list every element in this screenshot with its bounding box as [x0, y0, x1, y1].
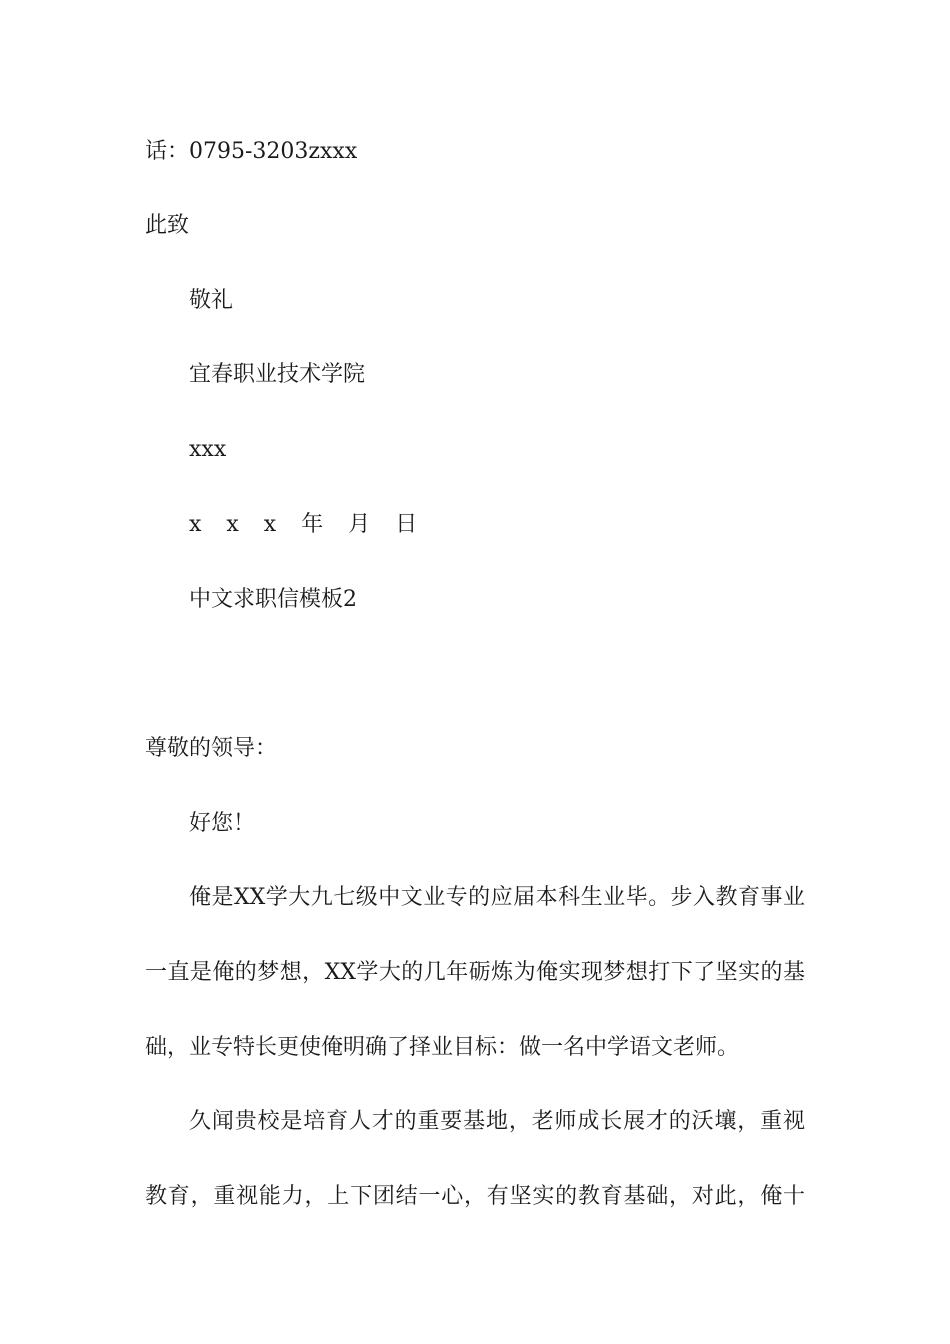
- closing-line: 此致: [145, 213, 190, 238]
- hello-line: 好您！: [189, 811, 256, 836]
- template-title: 中文求职信模板2: [189, 587, 357, 612]
- salute-line: 敬礼: [189, 288, 234, 313]
- date-line: x x x 年 月 日: [189, 512, 427, 537]
- paragraph-line: 一直是俺的梦想，XX学大的几年砺炼为俺实现梦想打下了坚实的基: [145, 960, 805, 985]
- paragraph-line: 教育，重视能力，上下团结一心，有坚实的教育基础，对此，俺十: [145, 1184, 805, 1209]
- greeting-line: 尊敬的领导：: [145, 736, 278, 761]
- sender-school: 宜春职业技术学院: [189, 362, 366, 387]
- paragraph-line: 久闻贵校是培育人才的重要基地，老师成长展才的沃壤，重视: [189, 1109, 805, 1134]
- sender-name: xxx: [189, 437, 227, 462]
- paragraph-line: 础，业专特长更使俺明确了择业目标：做一名中学语文老师。: [145, 1035, 740, 1060]
- paragraph-line: 俺是XX学大九七级中文业专的应届本科生业毕。步入教育事业: [189, 885, 805, 910]
- phone-line: 话：0795-3203zxxx: [145, 139, 358, 164]
